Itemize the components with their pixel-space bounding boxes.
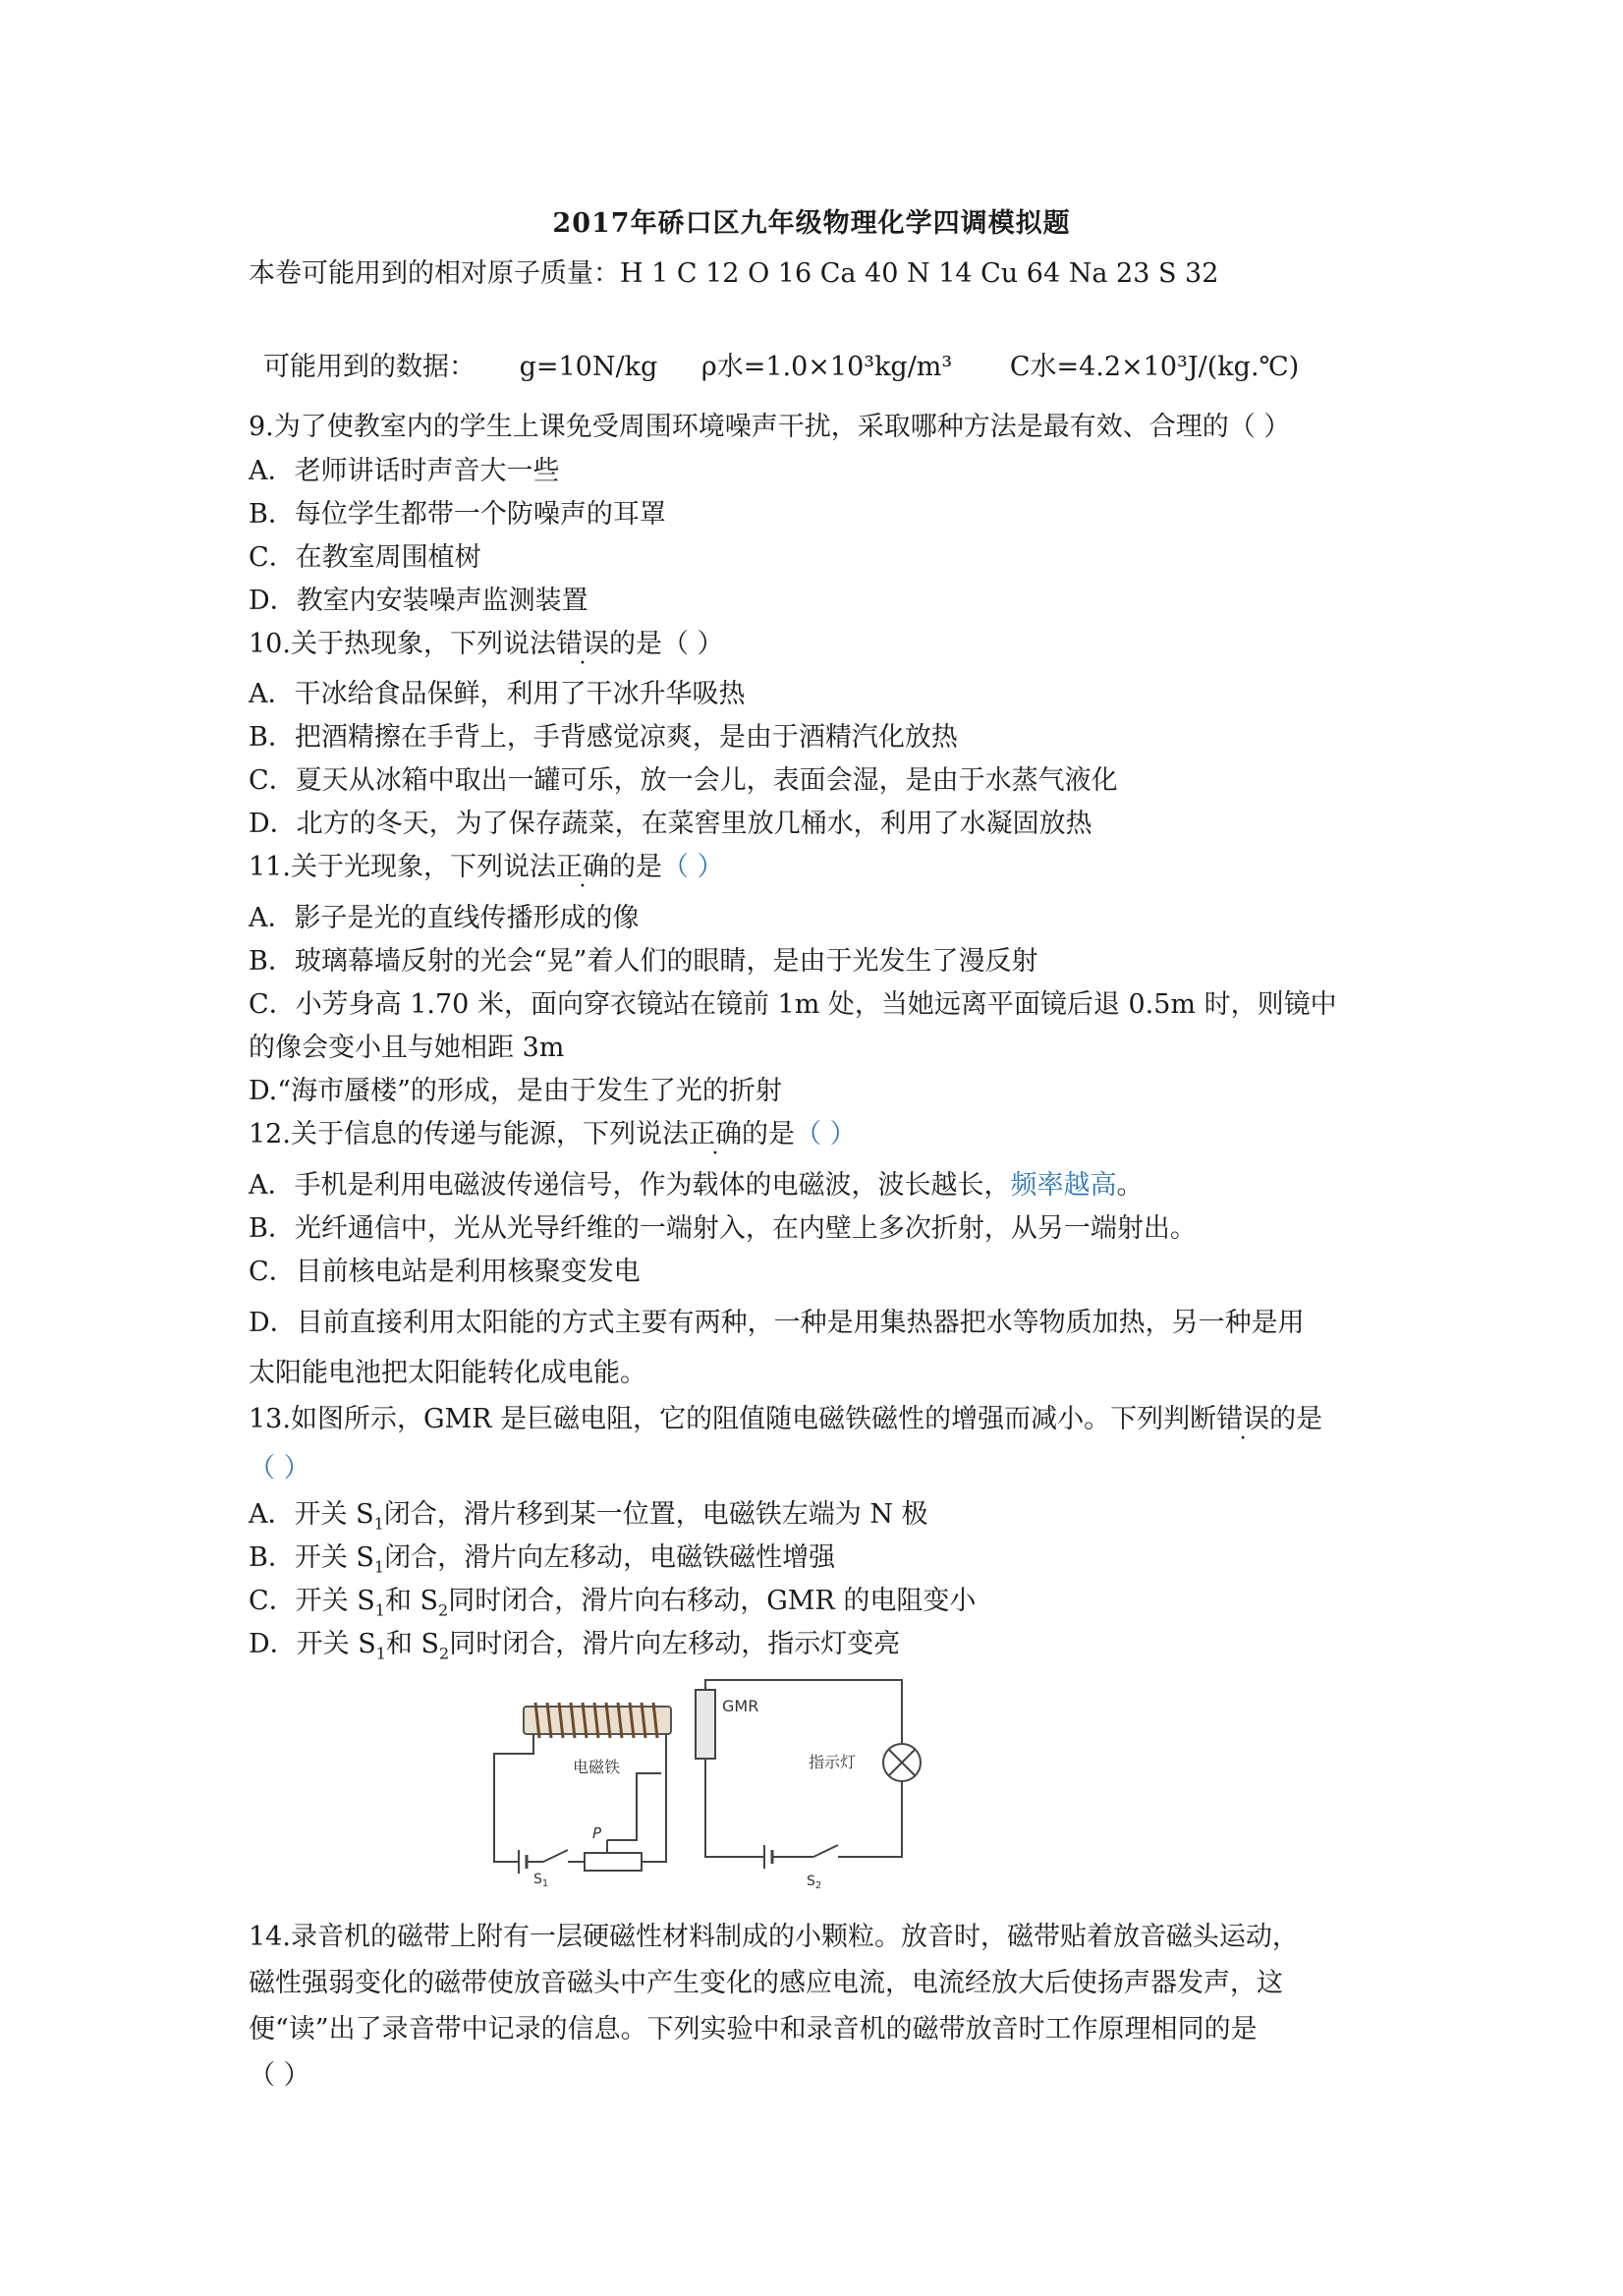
data-rho: ρ水=1.0×10³kg/m³ bbox=[700, 352, 953, 382]
data-line bbox=[263, 351, 1299, 384]
q13-option-b: B．开关 $S_1$闭合，滑片向左移动，电磁铁磁性增强 bbox=[249, 1542, 836, 1577]
s1-label: $S_1$ bbox=[533, 1872, 549, 1889]
q13-stem: 13.如图所示，GMR 是巨磁电阻，它的阻值随电磁铁磁性的增强而减小。下列判断错误的是 bbox=[249, 1404, 1323, 1434]
q12-option-c: C．目前核电站是利用核聚变发电 bbox=[249, 1257, 641, 1287]
circuit-diagram bbox=[475, 1675, 926, 1889]
q13-paren: （ ） bbox=[249, 1453, 310, 1484]
q11-option-a: A．影子是光的直线传播形成的像 bbox=[249, 903, 640, 933]
q9-option-a: A．老师讲话时声音大一些 bbox=[249, 456, 560, 486]
q10-emphasis: 错误 bbox=[555, 629, 609, 659]
q10-option-a: A．干冰给食品保鲜，利用了干冰升华吸热 bbox=[249, 679, 746, 709]
q12-option-a: A．手机是利用电磁波传递信号，作为载体的电磁波，波长越长，频率越高。 bbox=[249, 1170, 1144, 1201]
q13-option-a: A．开关 $S_1$闭合，滑片移到某一位置，电磁铁左端为 N 极 bbox=[249, 1499, 928, 1534]
q13-option-d: D．开关 $S_1$和 $S_2$同时闭合，滑片向左移动，指示灯变亮 bbox=[249, 1629, 901, 1663]
electromagnet-label: 电磁铁 bbox=[573, 1758, 621, 1776]
rheostat bbox=[585, 1853, 642, 1871]
q9-option-c: C．在教室周围植树 bbox=[249, 542, 481, 573]
q12-option-d-cont: 太阳能电池把太阳能转化成电能。 bbox=[249, 1358, 646, 1388]
gmr-label: GMR bbox=[722, 1697, 759, 1715]
lamp-label: 指示灯 bbox=[809, 1753, 857, 1771]
q9-stem: 9.为了使教室内的学生上课免受周围环境噪声干扰，采取哪种方法是最有效、合理的（ ） bbox=[249, 412, 1291, 442]
q13-emphasis: 错误 bbox=[1216, 1404, 1270, 1434]
q13-option-c: C．开关 $S_1$和 $S_2$同时闭合，滑片向右移动，GMR 的电阻变小 bbox=[249, 1586, 977, 1620]
q14-line-4: （ ） bbox=[249, 2060, 310, 2091]
q12-emphasis: 正确 bbox=[688, 1119, 742, 1149]
q11-option-c-cont: 的像会变小且与她相距 3m bbox=[249, 1033, 565, 1063]
q14-line-3: 便“读”出了录音带中记录的信息。下列实验中和录音机的磁带放音时工作原理相同的是 bbox=[249, 2014, 1258, 2044]
q12-stem: 12.关于信息的传递与能源，下列说法正确的是（ ） bbox=[249, 1119, 857, 1149]
data-g: g=10N/kg bbox=[519, 352, 658, 382]
q10-option-c: C．夏天从冰箱中取出一罐可乐，放一会儿，表面会湿，是由于水蒸气液化 bbox=[249, 765, 1118, 796]
atomic-masses-line: 本卷可能用到的相对原子质量：H 1 C 12 O 16 Ca 40 N 14 Cu 64 Na 23 S 32 bbox=[249, 258, 1219, 289]
q10-option-d: D．北方的冬天，为了保存蔬菜，在菜窖里放几桶水，利用了水凝固放热 bbox=[249, 809, 1092, 839]
q11-paren: （ ） bbox=[661, 852, 724, 882]
q11-emphasis: 正确 bbox=[555, 852, 609, 882]
q10-stem: 10.关于热现象，下列说法错误的是（ ） bbox=[249, 629, 724, 659]
q9-option-b: B．每位学生都带一个防噪声的耳罩 bbox=[249, 499, 666, 530]
q11-option-c: C．小芳身高 1.70 米，面向穿衣镜站在镜前 1m 处，当她远离平面镜后退 0.5m 时，则镜中 bbox=[249, 989, 1337, 1020]
q11-stem: 11.关于光现象，下列说法正确的是（ ） bbox=[249, 852, 724, 882]
slider-p-label: P bbox=[592, 1824, 602, 1842]
q12-option-b: B．光纤通信中，光从光导纤维的一端射入，在内壁上多次折射，从另一端射出。 bbox=[249, 1213, 1197, 1244]
q12-option-d: D．目前直接利用太阳能的方式主要有两种，一种是用集热器把水等物质加热，另一种是用 bbox=[249, 1308, 1305, 1338]
q11-option-d: D.“海市蜃楼”的形成，是由于发生了光的折射 bbox=[249, 1076, 782, 1106]
data-prefix: 可能用到的数据： bbox=[263, 352, 476, 382]
q12-option-a-highlight: 频率越高 bbox=[1010, 1170, 1117, 1201]
data-c: C水=4.2×10³J/(kg.℃) bbox=[1009, 352, 1300, 382]
q12-paren: （ ） bbox=[794, 1119, 857, 1149]
q9-option-d: D．教室内安装噪声监测装置 bbox=[249, 586, 588, 616]
page-title: 2017年硚口区九年级物理化学四调模拟题 bbox=[552, 208, 1071, 239]
q10-option-b: B．把酒精擦在手背上，手背感觉凉爽，是由于酒精汽化放热 bbox=[249, 722, 958, 753]
q11-option-b: B．玻璃幕墙反射的光会“晃”着人们的眼睛，是由于光发生了漫反射 bbox=[249, 946, 1038, 977]
q14-line-2: 磁性强弱变化的磁带使放音磁头中产生变化的感应电流，电流经放大后使扬声器发声，这 bbox=[249, 1968, 1283, 1998]
gmr-resistor bbox=[696, 1690, 715, 1759]
s2-label: $S_2$ bbox=[807, 1874, 822, 1889]
q14-line-1: 14.录音机的磁带上附有一层硬磁性材料制成的小颗粒。放音时，磁带贴着放音磁头运动， bbox=[249, 1922, 1299, 1952]
